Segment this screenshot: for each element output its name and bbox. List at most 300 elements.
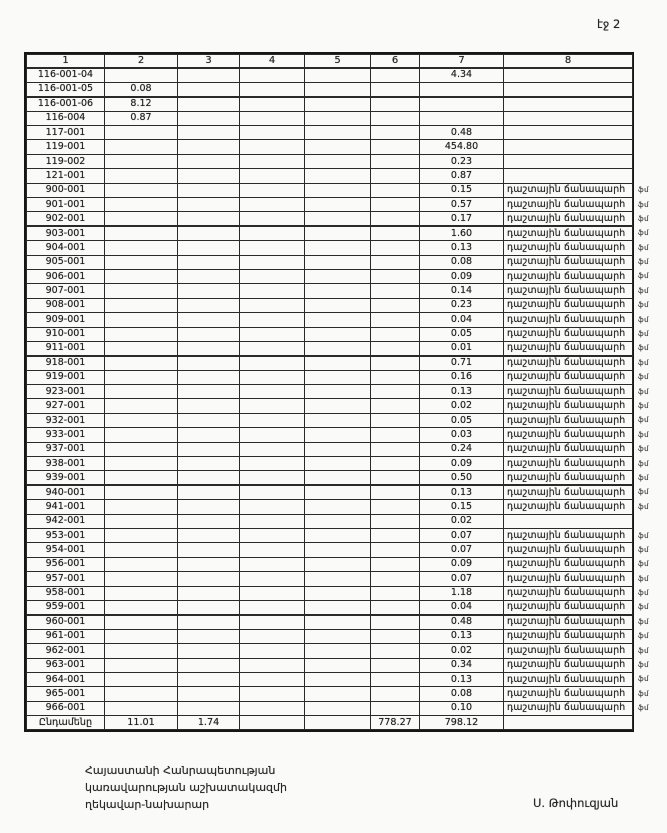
cell-col7: 0.07 <box>420 529 504 543</box>
parcel-table <box>26 54 633 730</box>
cell-col8: դաշտային ճանապարհ <box>504 356 633 370</box>
cell-col6 <box>371 644 420 658</box>
cell-col2 <box>105 629 178 643</box>
cell-col5 <box>305 543 371 557</box>
cell-col5 <box>305 716 371 730</box>
cell-col8: դաշտային ճանապարհ <box>504 658 633 672</box>
table-row <box>27 183 633 197</box>
table-row <box>27 471 633 485</box>
cell-col7: 0.24 <box>420 442 504 456</box>
footer-org <box>85 762 287 813</box>
cell-col3 <box>178 442 240 456</box>
cell-col1: 908-001 <box>27 298 105 312</box>
cell-col1: 959-001 <box>27 600 105 614</box>
cell-col3 <box>178 212 240 226</box>
cell-col6 <box>371 687 420 701</box>
header-cell-8: 8 <box>504 55 633 69</box>
cell-col7: 0.05 <box>420 413 504 427</box>
cell-col4 <box>240 226 305 240</box>
table-row <box>27 457 633 471</box>
cell-col3 <box>178 269 240 283</box>
cell-col6 <box>371 298 420 312</box>
cell-col1: 911-001 <box>27 341 105 355</box>
cell-col4 <box>240 629 305 643</box>
cell-col1: 116-001-06 <box>27 97 105 111</box>
cell-col6 <box>371 428 420 442</box>
cell-col2 <box>105 154 178 168</box>
table-row <box>27 82 633 96</box>
cell-col8: դաշտային ճանապարհ <box>504 341 633 355</box>
cell-col6 <box>371 701 420 715</box>
cell-col4 <box>240 600 305 614</box>
cell-col8: դաշտային ճանապարհ <box>504 226 633 240</box>
cell-col8: դաշտային ճանապարհ <box>504 572 633 586</box>
cell-col4 <box>240 428 305 442</box>
cell-col7: 0.48 <box>420 126 504 140</box>
cell-col6 <box>371 586 420 600</box>
cell-col2: 8.12 <box>105 97 178 111</box>
cell-col8: դաշտային ճանապարհ <box>504 629 633 643</box>
cell-col8 <box>504 514 633 528</box>
cell-col5 <box>305 485 371 499</box>
cell-col5 <box>305 385 371 399</box>
cell-col8: դաշտային ճանապարհ <box>504 701 633 715</box>
cell-col6 <box>371 370 420 384</box>
cell-col8: դաշտային ճանապարհ <box>504 327 633 341</box>
cell-col4 <box>240 500 305 514</box>
cell-col3 <box>178 82 240 96</box>
cell-col4 <box>240 241 305 255</box>
cell-col1: Ընդամենը <box>27 716 105 730</box>
total-row <box>27 716 633 730</box>
cell-col5 <box>305 687 371 701</box>
table-row <box>27 701 633 715</box>
cell-col6 <box>371 68 420 82</box>
cell-col1: 956-001 <box>27 557 105 571</box>
table-row <box>27 140 633 154</box>
table-row <box>27 543 633 557</box>
cell-col2 <box>105 385 178 399</box>
cell-col3 <box>178 399 240 413</box>
cell-col6 <box>371 269 420 283</box>
cell-col4 <box>240 485 305 499</box>
cell-col5 <box>305 399 371 413</box>
cell-col5 <box>305 269 371 283</box>
cell-col7: 0.34 <box>420 658 504 672</box>
cell-col5 <box>305 327 371 341</box>
cell-col8: դաշտային ճանապարհ <box>504 183 633 197</box>
cell-col2 <box>105 68 178 82</box>
cell-col1: 937-001 <box>27 442 105 456</box>
cell-col1: 965-001 <box>27 687 105 701</box>
cell-col4 <box>240 557 305 571</box>
cell-col5 <box>305 126 371 140</box>
header-cell-3: 3 <box>178 55 240 69</box>
cell-col6 <box>371 226 420 240</box>
cell-col3 <box>178 572 240 586</box>
cell-col6 <box>371 529 420 543</box>
cell-col2 <box>105 399 178 413</box>
margin-note: ֆմ <box>638 272 650 281</box>
margin-note: ֆմ <box>638 560 650 569</box>
cell-col2 <box>105 644 178 658</box>
cell-col7: 0.13 <box>420 485 504 499</box>
signature: Ս. Թոփուզյան <box>533 796 619 810</box>
cell-col7: 0.04 <box>420 313 504 327</box>
cell-col5 <box>305 183 371 197</box>
cell-col8 <box>504 68 633 82</box>
cell-col7: 0.71 <box>420 356 504 370</box>
cell-col1: 940-001 <box>27 485 105 499</box>
table-row <box>27 644 633 658</box>
table-row <box>27 341 633 355</box>
cell-col7 <box>420 97 504 111</box>
cell-col3 <box>178 169 240 183</box>
cell-col6 <box>371 485 420 499</box>
cell-col3 <box>178 485 240 499</box>
cell-col3 <box>178 111 240 125</box>
cell-col7: 0.05 <box>420 327 504 341</box>
table-row <box>27 97 633 111</box>
cell-col4 <box>240 356 305 370</box>
cell-col7: 0.15 <box>420 500 504 514</box>
cell-col6 <box>371 600 420 614</box>
table-row <box>27 212 633 226</box>
cell-col2 <box>105 557 178 571</box>
cell-col7: 0.09 <box>420 457 504 471</box>
table-row <box>27 370 633 384</box>
cell-col6 <box>371 457 420 471</box>
cell-col7: 0.87 <box>420 169 504 183</box>
cell-col7 <box>420 82 504 96</box>
cell-col1: 119-001 <box>27 140 105 154</box>
cell-col6 <box>371 241 420 255</box>
cell-col5 <box>305 672 371 686</box>
cell-col2 <box>105 126 178 140</box>
cell-col3 <box>178 97 240 111</box>
cell-col2: 0.87 <box>105 111 178 125</box>
cell-col6 <box>371 97 420 111</box>
cell-col8: դաշտային ճանապարհ <box>504 241 633 255</box>
margin-note: ֆմ <box>638 589 650 598</box>
cell-col6 <box>371 658 420 672</box>
cell-col8: դաշտային ճանապարհ <box>504 615 633 629</box>
cell-col8: դաշտային ճանապարհ <box>504 457 633 471</box>
table-row <box>27 586 633 600</box>
cell-col2 <box>105 615 178 629</box>
cell-col7: 0.02 <box>420 644 504 658</box>
cell-col1: 905-001 <box>27 255 105 269</box>
org-line-1: Հայաստանի Հանրապետության <box>85 764 276 777</box>
cell-col5 <box>305 629 371 643</box>
cell-col4 <box>240 687 305 701</box>
cell-col4 <box>240 442 305 456</box>
cell-col7: 0.10 <box>420 701 504 715</box>
header-cell-4: 4 <box>240 55 305 69</box>
cell-col4 <box>240 413 305 427</box>
cell-col2 <box>105 140 178 154</box>
table-row <box>27 399 633 413</box>
cell-col5 <box>305 298 371 312</box>
cell-col8: դաշտային ճանապարհ <box>504 543 633 557</box>
cell-col5 <box>305 413 371 427</box>
cell-col5 <box>305 154 371 168</box>
cell-col6 <box>371 126 420 140</box>
table-row <box>27 687 633 701</box>
cell-col2 <box>105 701 178 715</box>
table-row <box>27 198 633 212</box>
cell-col7: 0.13 <box>420 241 504 255</box>
cell-col1: 918-001 <box>27 356 105 370</box>
cell-col5 <box>305 442 371 456</box>
cell-col1: 117-001 <box>27 126 105 140</box>
cell-col7: 0.48 <box>420 615 504 629</box>
cell-col3 <box>178 543 240 557</box>
cell-col6 <box>371 413 420 427</box>
cell-col8 <box>504 82 633 96</box>
cell-col2 <box>105 284 178 298</box>
margin-note: ֆմ <box>638 344 650 353</box>
cell-col3 <box>178 629 240 643</box>
margin-note: ֆմ <box>638 502 650 511</box>
margin-note: ֆմ <box>638 330 650 339</box>
cell-col4 <box>240 255 305 269</box>
margin-note: ֆմ <box>638 661 650 670</box>
cell-col2 <box>105 442 178 456</box>
cell-col1: 116-004 <box>27 111 105 125</box>
table-row <box>27 572 633 586</box>
margin-note: ֆմ <box>638 243 650 252</box>
cell-col5 <box>305 557 371 571</box>
cell-col6: 778.27 <box>371 716 420 730</box>
cell-col4 <box>240 672 305 686</box>
cell-col2 <box>105 241 178 255</box>
cell-col5 <box>305 500 371 514</box>
cell-col4 <box>240 543 305 557</box>
margin-note: ֆմ <box>638 473 650 482</box>
cell-col2 <box>105 428 178 442</box>
cell-col7: 1.18 <box>420 586 504 600</box>
cell-col3 <box>178 615 240 629</box>
cell-col1: 932-001 <box>27 413 105 427</box>
cell-col2 <box>105 413 178 427</box>
cell-col1: 957-001 <box>27 572 105 586</box>
cell-col7: 0.13 <box>420 629 504 643</box>
cell-col8: դաշտային ճանապարհ <box>504 687 633 701</box>
cell-col7: 0.15 <box>420 183 504 197</box>
cell-col1: 942-001 <box>27 514 105 528</box>
cell-col1: 966-001 <box>27 701 105 715</box>
cell-col4 <box>240 327 305 341</box>
table-row <box>27 615 633 629</box>
page-number: էջ 2 <box>597 17 621 31</box>
cell-col7: 0.57 <box>420 198 504 212</box>
cell-col6 <box>371 212 420 226</box>
cell-col2 <box>105 586 178 600</box>
cell-col5 <box>305 514 371 528</box>
margin-note: ֆմ <box>638 416 650 425</box>
cell-col7: 0.50 <box>420 471 504 485</box>
cell-col5 <box>305 169 371 183</box>
table-row <box>27 557 633 571</box>
cell-col4 <box>240 68 305 82</box>
cell-col6 <box>371 615 420 629</box>
cell-col3 <box>178 514 240 528</box>
cell-col5 <box>305 226 371 240</box>
margin-note: ֆմ <box>638 488 650 497</box>
cell-col8 <box>504 140 633 154</box>
table-row <box>27 428 633 442</box>
cell-col6 <box>371 442 420 456</box>
cell-col2 <box>105 341 178 355</box>
margin-note: ֆմ <box>638 617 650 626</box>
cell-col8: դաշտային ճանապարհ <box>504 269 633 283</box>
cell-col2 <box>105 212 178 226</box>
cell-col5 <box>305 97 371 111</box>
cell-col4 <box>240 457 305 471</box>
table-row <box>27 485 633 499</box>
cell-col7: 0.02 <box>420 399 504 413</box>
cell-col3 <box>178 413 240 427</box>
cell-col7: 4.34 <box>420 68 504 82</box>
cell-col2 <box>105 658 178 672</box>
cell-col1: 907-001 <box>27 284 105 298</box>
header-cell-2: 2 <box>105 55 178 69</box>
cell-col3 <box>178 529 240 543</box>
cell-col6 <box>371 629 420 643</box>
cell-col8: դաշտային ճանապարհ <box>504 428 633 442</box>
cell-col3 <box>178 226 240 240</box>
cell-col4 <box>240 615 305 629</box>
cell-col6 <box>371 183 420 197</box>
cell-col8: դաշտային ճանապարհ <box>504 600 633 614</box>
margin-note: ֆմ <box>638 675 650 684</box>
cell-col5 <box>305 615 371 629</box>
cell-col5 <box>305 140 371 154</box>
margin-note: ֆմ <box>638 387 650 396</box>
cell-col3 <box>178 600 240 614</box>
table-row <box>27 313 633 327</box>
cell-col8: դաշտային ճանապարհ <box>504 485 633 499</box>
cell-col1: 960-001 <box>27 615 105 629</box>
margin-note: ֆմ <box>638 258 650 267</box>
cell-col7 <box>420 111 504 125</box>
margin-note: ֆմ <box>638 301 650 310</box>
cell-col4 <box>240 140 305 154</box>
cell-col4 <box>240 269 305 283</box>
margin-note: ֆմ <box>638 214 650 223</box>
cell-col8: դաշտային ճանապարհ <box>504 413 633 427</box>
table-row <box>27 672 633 686</box>
cell-col7: 0.14 <box>420 284 504 298</box>
cell-col6 <box>371 313 420 327</box>
header-cell-6: 6 <box>371 55 420 69</box>
cell-col6 <box>371 154 420 168</box>
cell-col6 <box>371 514 420 528</box>
cell-col2 <box>105 485 178 499</box>
table-row <box>27 284 633 298</box>
cell-col6 <box>371 385 420 399</box>
cell-col6 <box>371 284 420 298</box>
margin-note: ֆմ <box>638 430 650 439</box>
cell-col2 <box>105 183 178 197</box>
cell-col7: 0.02 <box>420 514 504 528</box>
cell-col4 <box>240 97 305 111</box>
table-body <box>27 68 633 730</box>
cell-col8 <box>504 154 633 168</box>
cell-col3 <box>178 687 240 701</box>
cell-col3 <box>178 284 240 298</box>
cell-col6 <box>371 198 420 212</box>
org-line-3: ղեկավար-նախարար <box>85 798 210 811</box>
cell-col5 <box>305 600 371 614</box>
cell-col3 <box>178 154 240 168</box>
margin-note: ֆմ <box>638 603 650 612</box>
cell-col1: 919-001 <box>27 370 105 384</box>
table-row <box>27 442 633 456</box>
cell-col8: դաշտային ճանապարհ <box>504 442 633 456</box>
cell-col4 <box>240 111 305 125</box>
cell-col3 <box>178 428 240 442</box>
cell-col3 <box>178 557 240 571</box>
cell-col5 <box>305 529 371 543</box>
cell-col5 <box>305 313 371 327</box>
cell-col2 <box>105 226 178 240</box>
margin-note: ֆմ <box>638 286 650 295</box>
cell-col1: 901-001 <box>27 198 105 212</box>
cell-col4 <box>240 658 305 672</box>
cell-col3 <box>178 298 240 312</box>
cell-col8: դաշտային ճանապարհ <box>504 370 633 384</box>
cell-col2 <box>105 327 178 341</box>
table-row <box>27 111 633 125</box>
header-cell-1: 1 <box>27 55 105 69</box>
cell-col1: 933-001 <box>27 428 105 442</box>
cell-col3 <box>178 658 240 672</box>
cell-col4 <box>240 154 305 168</box>
cell-col7: 0.17 <box>420 212 504 226</box>
cell-col6 <box>371 557 420 571</box>
cell-col7: 0.03 <box>420 428 504 442</box>
margin-note: ֆմ <box>638 315 650 324</box>
cell-col2 <box>105 370 178 384</box>
cell-col3 <box>178 370 240 384</box>
cell-col8: դաշտային ճանապարհ <box>504 385 633 399</box>
cell-col7: 0.16 <box>420 370 504 384</box>
cell-col5 <box>305 241 371 255</box>
cell-col4 <box>240 701 305 715</box>
cell-col3 <box>178 500 240 514</box>
cell-col2 <box>105 572 178 586</box>
cell-col7: 0.07 <box>420 543 504 557</box>
cell-col1: 119-002 <box>27 154 105 168</box>
cell-col4 <box>240 313 305 327</box>
cell-col6 <box>371 82 420 96</box>
cell-col2 <box>105 529 178 543</box>
cell-col5 <box>305 586 371 600</box>
cell-col2 <box>105 313 178 327</box>
cell-col3 <box>178 68 240 82</box>
org-line-2: կառավարության աշխատակազմի <box>85 781 287 794</box>
cell-col8 <box>504 111 633 125</box>
cell-col8: դաշտային ճանապարհ <box>504 198 633 212</box>
header-cell-7: 7 <box>420 55 504 69</box>
cell-col2: 11.01 <box>105 716 178 730</box>
cell-col5 <box>305 198 371 212</box>
cell-col2 <box>105 471 178 485</box>
cell-col3 <box>178 586 240 600</box>
table-row <box>27 529 633 543</box>
